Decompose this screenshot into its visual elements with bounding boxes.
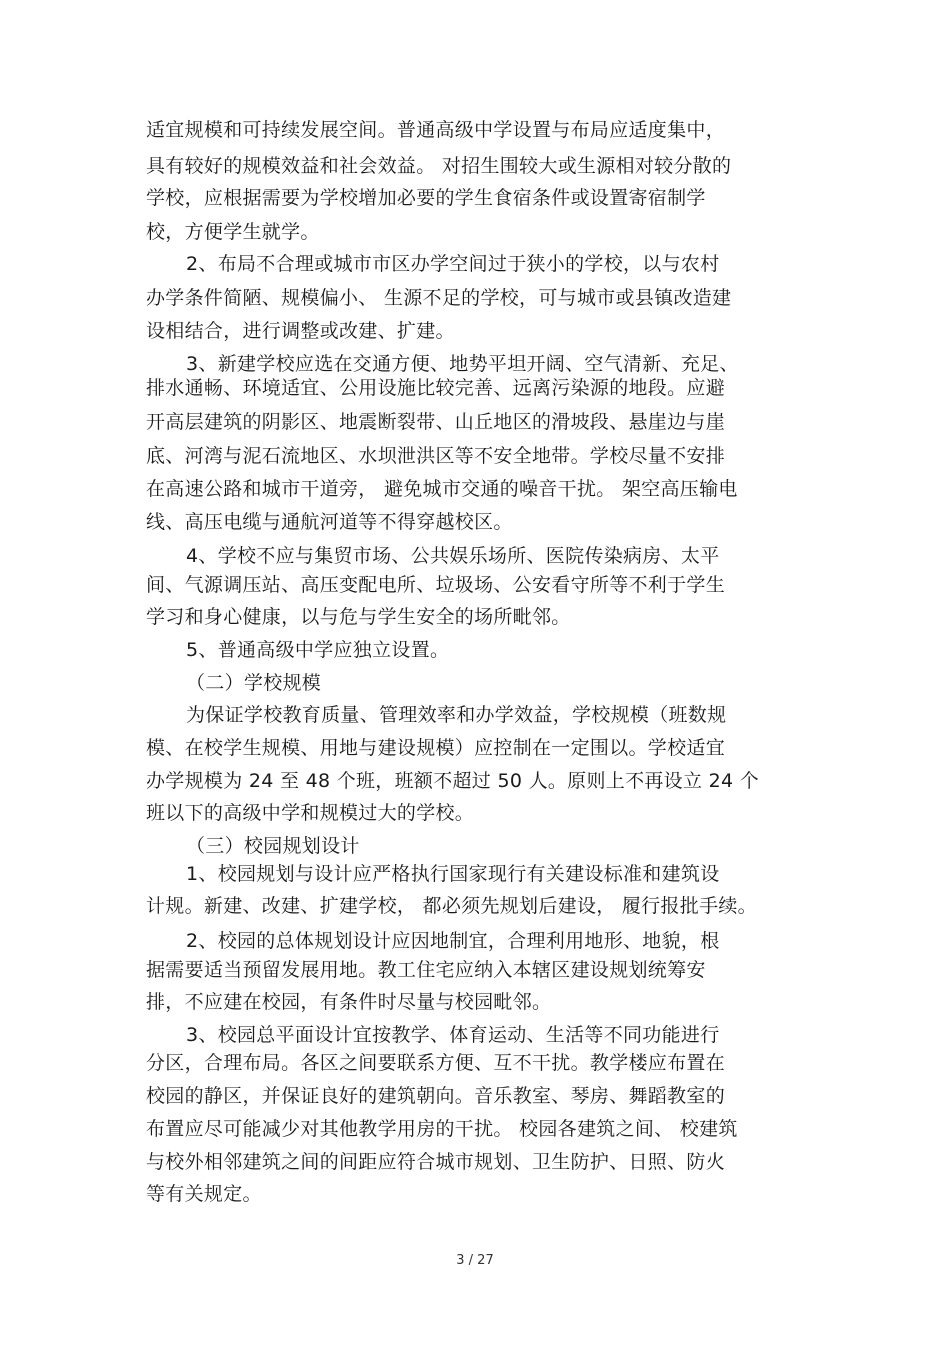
text-line: 分区，合理布局。各区之间要联系方便、互不干扰。教学楼应布置在 <box>146 1052 726 1074</box>
text-line: 学校，应根据需要为学校增加必要的学生食宿条件或设置寄宿制学 <box>146 187 706 209</box>
text-line: 据需要适当预留发展用地。教工住宅应纳入本辖区建设规划统筹安 <box>146 959 706 981</box>
text-line: 校，方便学生就学。 <box>146 221 320 243</box>
text-line: 布置应尽可能减少对其他教学用房的干扰。 校园各建筑之间、 校建筑 <box>146 1118 738 1140</box>
text-line: 开高层建筑的阴影区、地震断裂带、山丘地区的滑坡段、悬崖边与崖 <box>146 411 726 433</box>
text-line: 办学条件简陋、规模偏小、 生源不足的学校，可与城市或县镇改造建 <box>146 287 732 309</box>
text-line: 办学规模为 24 至 48 个班，班额不超过 50 人。原则上不再设立 24 个 <box>146 770 760 792</box>
text-line: 与校外相邻建筑之间的间距应符合城市规划、卫生防护、日照、防火 <box>146 1151 726 1173</box>
paragraph-start-line: 2、校园的总体规划设计应因地制宜，合理利用地形、地貌，根 <box>186 930 720 952</box>
paragraph-start-line: 为保证学校教育质量、管理效率和办学效益，学校规模（班数规 <box>186 704 727 726</box>
paragraph-start-line: 2、布局不合理或城市市区办学空间过于狭小的学校，以与农村 <box>186 253 720 275</box>
page-number: 3 / 27 <box>456 1253 494 1268</box>
text-line: 排水通畅、环境适宜、公用设施比较完善、远离污染源的地段。应避 <box>146 377 726 399</box>
text-line: 线、高压电缆与通航河道等不得穿越校区。 <box>146 511 513 533</box>
text-line: 班以下的高级中学和规模过大的学校。 <box>146 802 475 824</box>
paragraph-start-line: 3、新建学校应选在交通方便、地势平坦开阔、空气清新、充足、 <box>186 353 739 375</box>
paragraph-start-line: 5、普通高级中学应独立设置。 <box>186 639 450 661</box>
text-line: 间、气源调压站、高压变配电所、垃圾场、公安看守所等不利于学生 <box>146 574 726 596</box>
text-line: 计规。新建、改建、扩建学校， 都必须先规划后建设， 履行报批手续。 <box>146 895 757 917</box>
text-line: 学习和身心健康，以与危与学生安全的场所毗邻。 <box>146 606 571 628</box>
section-heading: （三）校园规划设计 <box>186 835 360 857</box>
text-line: 模、在校学生规模、用地与建设规模）应控制在一定围以。学校适宜 <box>146 737 726 759</box>
text-line: 具有较好的规模效益和社会效益。 对招生围较大或生源相对较分散的 <box>146 155 732 177</box>
text-line: 底、河湾与泥石流地区、水坝泄洪区等不安全地带。学校尽量不安排 <box>146 445 726 467</box>
text-line: 校园的静区，并保证良好的建筑朝向。音乐教室、琴房、舞蹈教室的 <box>146 1085 726 1107</box>
text-line: 在高速公路和城市干道旁， 避免城市交通的噪音干扰。 架空高压输电 <box>146 478 738 500</box>
section-heading: （二）学校规模 <box>186 672 322 694</box>
text-line: 等有关规定。 <box>146 1183 262 1205</box>
text-line: 适宜规模和可持续发展空间。普通高级中学设置与布局应适度集中， <box>146 119 726 141</box>
text-line: 设相结合，进行调整或改建、扩建。 <box>146 320 455 342</box>
paragraph-start-line: 4、学校不应与集贸市场、公共娱乐场所、医院传染病房、太平 <box>186 545 720 567</box>
text-line: 排，不应建在校园，有条件时尽量与校园毗邻。 <box>146 991 552 1013</box>
paragraph-start-line: 3、校园总平面设计宜按教学、体育运动、生活等不同功能进行 <box>186 1024 720 1046</box>
paragraph-start-line: 1、校园规划与设计应严格执行国家现行有关建设标准和建筑设 <box>186 863 720 885</box>
